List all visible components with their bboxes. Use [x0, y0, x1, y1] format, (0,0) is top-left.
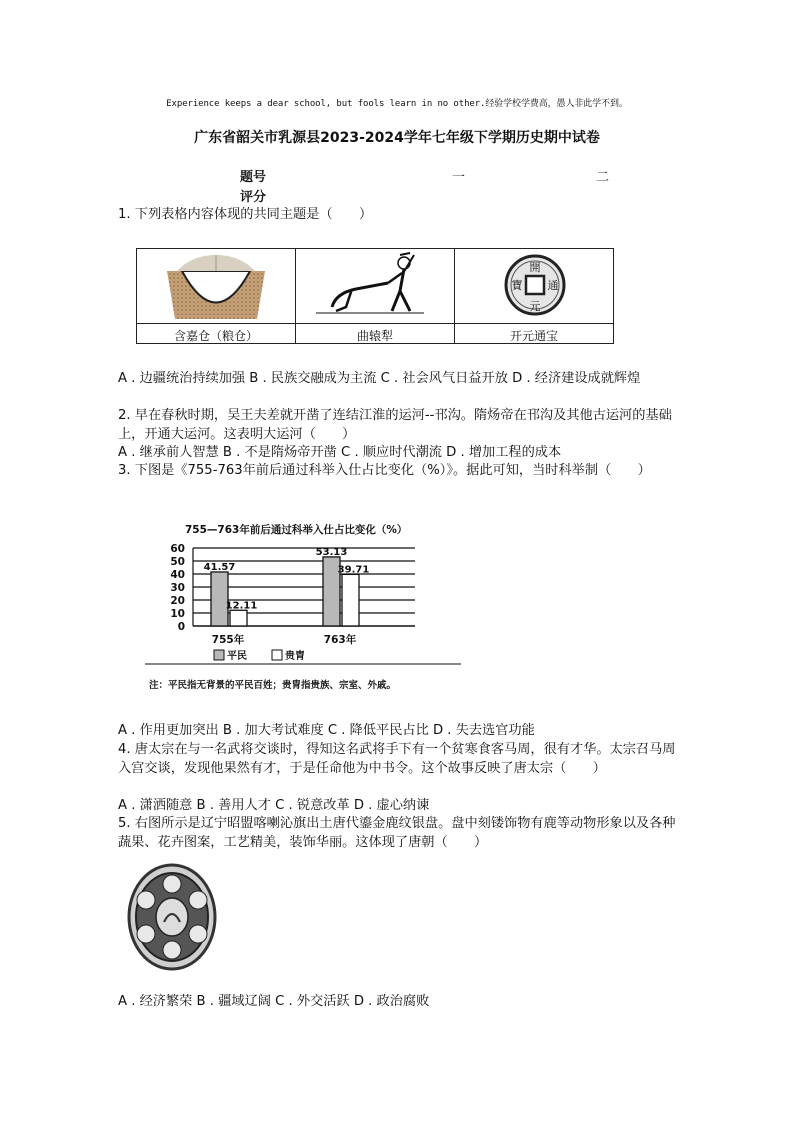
coin-char-left: 寶 [511, 279, 523, 292]
granary-image [137, 249, 295, 323]
plough-image [296, 249, 454, 323]
chart-svg [145, 517, 465, 697]
chart-ytick-label: 40 [170, 569, 185, 581]
question-1-options: A . 边疆统治持续加强 B . 民族交融成为主流 C . 社会风气日益开放 D . 经济建设成就辉煌 [118, 371, 641, 386]
caption-granary: 含嘉仓（粮仓） [137, 323, 295, 348]
chart-title: 755—763年前后通过科举入仕占比变化（%） [185, 524, 408, 536]
chart-value-label: 53.13 [315, 546, 348, 558]
chart-ytick-label: 10 [170, 608, 185, 620]
chart-bar [211, 572, 228, 626]
caption-plough: 曲辕犁 [296, 323, 454, 348]
question-3-stem: 3. 下图是《755-763年前后通过科举入仕占比变化（%）》。据此可知，当时科举制（ ） [118, 463, 651, 478]
header-motto: Experience keeps a dear school, but fools learn in no other.经验学校学费高，愚人非此学不到。 [166, 99, 628, 109]
coin-char-right: 通 [547, 279, 559, 292]
chart-ytick-label: 60 [170, 543, 185, 555]
q1-cell-plough [296, 249, 455, 343]
question-4-options: A . 潇洒随意 B . 善用人才 C . 锐意改革 D . 虚心纳谏 [118, 798, 430, 813]
score-header-label: 题号 [240, 170, 267, 185]
legend-swatch-commoner [214, 650, 224, 660]
chart-category-label: 755年 [211, 634, 245, 646]
exam-title: 广东省韶关市乳源县2023-2024学年七年级下学期历史期中试卷 [194, 130, 600, 146]
chart-value-label: 39.71 [337, 564, 370, 576]
score-row-label: 评分 [240, 190, 267, 205]
score-col-2: 二 [596, 170, 610, 185]
chart-value-label: 12.11 [225, 600, 258, 612]
chart-ytick-label: 20 [170, 595, 185, 607]
chart-ytick-label: 30 [170, 582, 185, 594]
question-1-stem: 1. 下列表格内容体现的共同主题是（ ） [118, 207, 373, 222]
legend-label-noble: 贵胄 [285, 651, 305, 662]
q3-chart [145, 517, 465, 701]
coin-char-top: 開 [529, 261, 541, 274]
question-2-stem: 2. 早在春秋时期，吴王夫差就开凿了连结江淮的运河--邗沟。隋炀帝在邗沟及其他古运河的基础上，开通大运河。这表明大运河（ ） [118, 408, 672, 442]
chart-bar [230, 610, 247, 626]
chart-note: 注：平民指无背景的平民百姓；贵胄指贵族、宗室、外戚。 [149, 680, 397, 691]
coin-image [455, 249, 613, 323]
score-col-1: 一 [452, 170, 466, 185]
silver-plate-image [126, 862, 218, 976]
question-5-stem: 5. 右图所示是辽宁昭盟喀喇沁旗出土唐代鎏金鹿纹银盘。盘中刻镂饰物有鹿等动物形象以及各种蔬果、花卉图案，工艺精美，装饰华丽。这体现了唐朝（ ） [118, 816, 676, 850]
q1-cell-coin [455, 249, 613, 343]
chart-bar [342, 574, 359, 626]
chart-ytick-label: 50 [170, 556, 185, 568]
coin-char-bottom: 元 [529, 300, 541, 313]
question-5-options: A . 经济繁荣 B . 疆域辽阔 C . 外交活跃 D . 政治腐败 [118, 994, 430, 1009]
legend-label-commoner: 平民 [227, 651, 247, 662]
question-3-options: A . 作用更加突出 B . 加大考试难度 C . 降低平民占比 D . 失去选官功能 [118, 723, 535, 738]
question-2-options: A . 继承前人智慧 B . 不是隋炀帝开凿 C . 顺应时代潮流 D . 增加工程的成本 [118, 445, 562, 460]
legend-swatch-noble [272, 650, 282, 660]
question-4-stem: 4. 唐太宗在与一名武将交谈时，得知这名武将手下有一个贫寒食客马周，很有才华。太宗召马周入宫交谈，发现他果然有才，于是任命他为中书令。这个故事反映了唐太宗（ ） [118, 742, 676, 776]
caption-coin: 开元通宝 [455, 323, 613, 348]
chart-value-label: 41.57 [203, 561, 236, 573]
q1-image-table [136, 248, 614, 344]
chart-category-label: 763年 [323, 634, 357, 646]
chart-ytick-label: 0 [177, 621, 185, 633]
q1-cell-granary [137, 249, 296, 343]
